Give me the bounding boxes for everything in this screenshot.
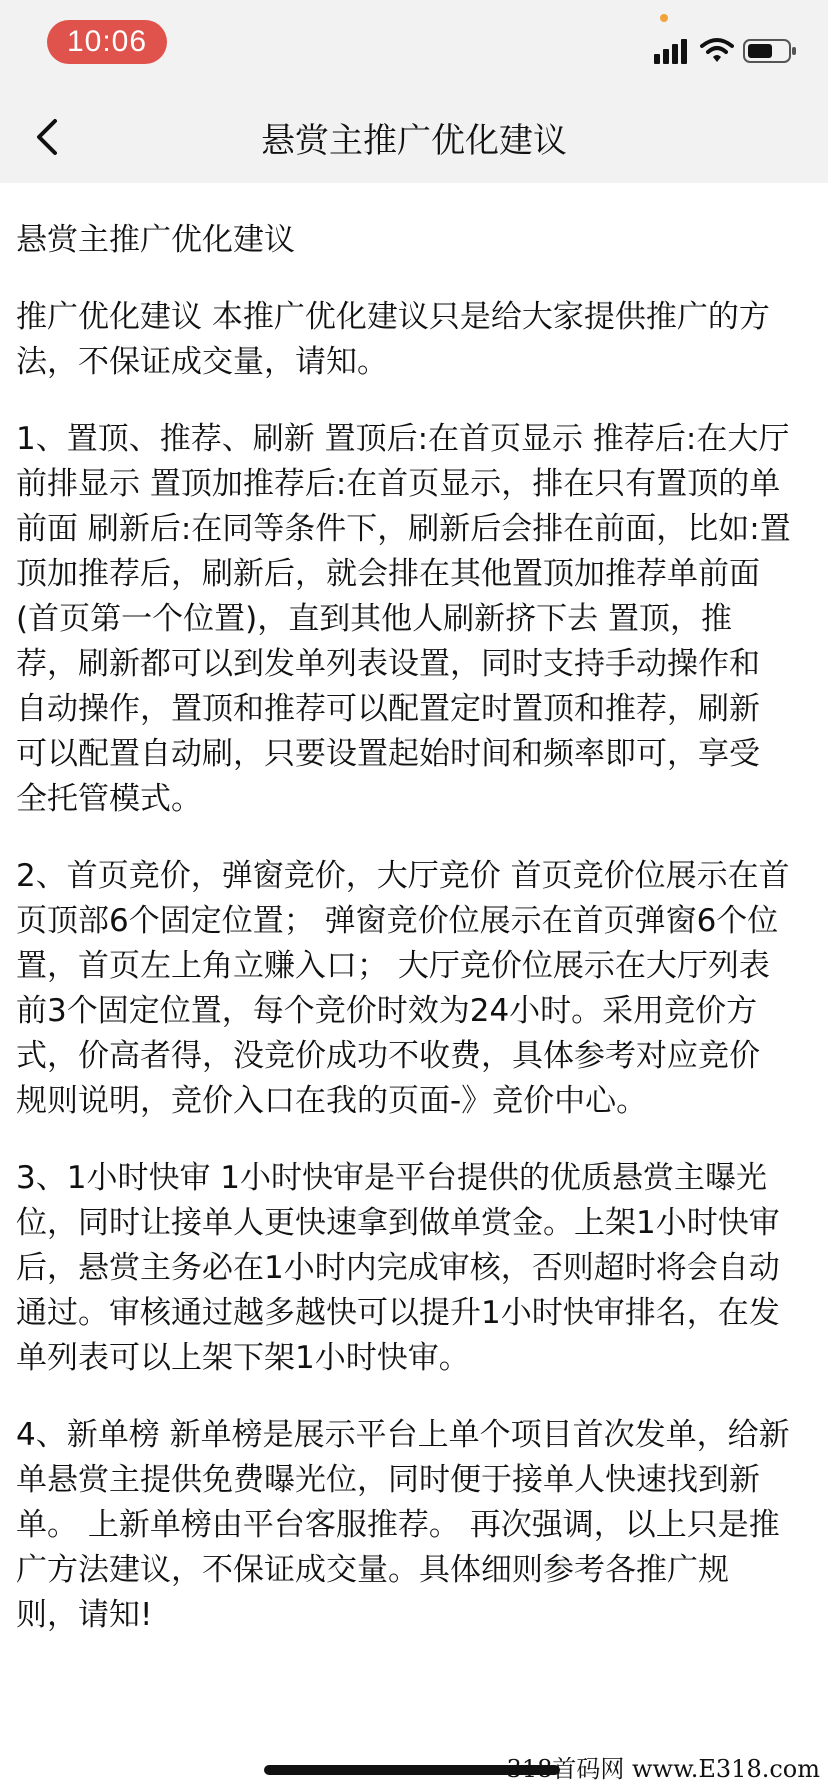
article-paragraph-3: 3、1小时快审 1小时快审是平台提供的优质悬赏主曝光 位，同时让接单人更快速拿到做单赏金。上架1小时快审 后，悬赏主务必在1小时内完成审核，否则超时将会自动 通过。审核通过越多越快可以提升1小时快审排名，在发 单列表可以上架下架1小时快审。 xyxy=(16,1160,780,1376)
back-button[interactable] xyxy=(22,112,72,162)
article-paragraph-1: 1、置顶、推荐、刷新 置顶后:在首页显示 推荐后:在大厅 前排显示 置顶加推荐后:在首页显示，排在只有置顶的单 前面 刷新后:在同等条件下，刷新后会排在前面，比如:置 顶加推荐后，刷新后，就会排在其他置顶加推荐单前面 (首页第一个位置)，直到其他人刷新挤下去 置顶，推 荐，刷新都可以到发单列表设置，同时支持手动操作和 自动操作，置顶和推荐可以配置定时置顶和推荐，刷新 可以配置自动刷，只要设置起始时间和频率即可，享受 全托管模式。 xyxy=(16,421,791,817)
article-paragraph-4: 4、新单榜 新单榜是展示平台上单个项目首次发单，给新 单悬赏主提供免费曝光位，同时便于接单人快速找到新 单。 上新单榜由平台客服推荐。 再次强调，以上只是推 广方法建议，不保证成交量。具体细则参考各推广规 则，请知! xyxy=(16,1417,790,1633)
article-content xyxy=(16,218,812,1670)
article-heading: 悬赏主推广优化建议 xyxy=(16,222,295,258)
article-paragraph-2: 2、首页竞价，弹窗竞价，大厅竞价 首页竞价位展示在首 页顶部6个固定位置； 弹窗竞价位展示在首页弹窗6个位 置，首页左上角立赚入口； 大厅竞价位展示在大厅列表 前3个固定位置，每个竞价时效为24小时。采用竞价方 式，价高者得，没竞价成功不收费，具体参考对应竞价 规则说明，竞价入口在我的页面-》竞价中心。 xyxy=(16,858,790,1119)
battery-icon xyxy=(743,38,797,64)
status-bar xyxy=(0,0,828,92)
article-paragraph-intro: 推广优化建议 本推广优化建议只是给大家提供推广的方 法，不保证成交量，请知。 xyxy=(16,299,770,380)
cellular-signal-icon xyxy=(654,38,688,64)
privacy-indicator-dot xyxy=(660,14,668,22)
status-time: 10:06 xyxy=(47,20,167,64)
wifi-icon xyxy=(700,37,734,63)
chevron-left-icon xyxy=(33,117,61,157)
navigation-bar xyxy=(0,92,828,183)
page-title: 悬赏主推广优化建议 xyxy=(261,120,567,161)
watermark: 318首码网 www.E318.com xyxy=(506,1755,820,1783)
